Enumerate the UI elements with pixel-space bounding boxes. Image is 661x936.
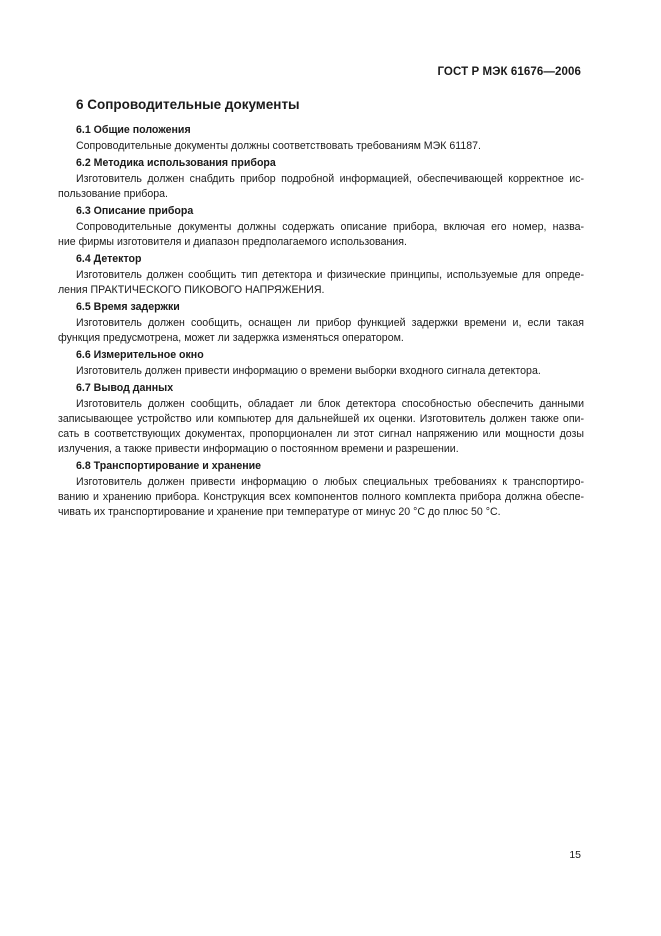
paragraph-line: ние фирмы изготовителя и диапазон предполагаемого использования.	[58, 236, 407, 248]
subsection	[58, 252, 584, 298]
subsection-heading: 6.1 Общие положения	[76, 124, 191, 136]
paragraph-line: Изготовитель должен снабдить прибор подробной информацией, обеспечивающей корректное ис-	[76, 173, 584, 185]
paragraph-line: ления ПРАКТИЧЕСКОГО ПИКОВОГО НАПРЯЖЕНИЯ.	[58, 284, 325, 296]
paragraph-line: Изготовитель должен привести информацию о любых специальных требованиях к транспортиро-	[76, 476, 584, 488]
subsection-heading: 6.4 Детектор	[76, 253, 142, 265]
subsection	[58, 381, 584, 457]
paragraph-line: Изготовитель должен сообщить, оснащен ли прибор функцией задержки времени и, если такая	[76, 317, 584, 329]
paragraph-line: сать в соответствующих документах, пропорционален ли этот сигнал напряжению или мощности дозы	[58, 428, 584, 440]
section-title: 6 Сопроводительные документы	[76, 97, 300, 112]
paragraph-line: функция предусмотрена, может ли задержка изменяться оператором.	[58, 332, 404, 344]
subsection	[58, 204, 584, 250]
subsection	[58, 348, 584, 379]
subsection-heading: 6.5 Время задержки	[76, 301, 180, 313]
paragraph-line: пользование прибора.	[58, 188, 168, 200]
subsection-heading: 6.2 Методика использования прибора	[76, 157, 276, 169]
paragraph-line: Сопроводительные документы должны содержать описание прибора, включая его номер, назва-	[76, 221, 584, 233]
paragraph-line: Сопроводительные документы должны соответствовать требованиям МЭК 61187.	[76, 140, 481, 152]
subsection-heading: 6.3 Описание прибора	[76, 205, 194, 217]
subsection	[58, 459, 584, 520]
paragraph-line: записывающее устройство или компьютер для дальнейшей их оценки. Изготовитель должен также опи-	[58, 413, 584, 425]
paragraph-line: Изготовитель должен привести информацию о времени выборки входного сигнала детектора.	[76, 365, 541, 377]
section-content	[58, 121, 584, 520]
paragraph-line: излучения, а также привести информацию о постоянном времени и разрешении.	[58, 443, 459, 455]
subsection-heading: 6.8 Транспортирование и хранение	[76, 460, 262, 472]
paragraph-line: Изготовитель должен сообщить, обладает ли блок детектора способностью обеспечить данными	[76, 398, 584, 410]
subsection-heading: 6.6 Измерительное окно	[76, 349, 204, 361]
paragraph-line: чивать их транспортирование и хранение при температуре от минус 20 °С до плюс 50 °С.	[58, 506, 501, 518]
paragraph-line: Изготовитель должен сообщить тип детектора и физические принципы, используемые для опреде-	[76, 269, 584, 281]
page-number: 15	[569, 849, 581, 861]
standard-header: ГОСТ Р МЭК 61676—2006	[437, 66, 581, 78]
subsection-heading: 6.7 Вывод данных	[76, 382, 174, 394]
subsection	[58, 300, 584, 346]
subsection	[58, 156, 584, 202]
subsection	[58, 123, 584, 154]
paragraph-line: ванию и хранению прибора. Конструкция всех компонентов полного комплекта прибора должна обеспе-	[58, 491, 584, 503]
